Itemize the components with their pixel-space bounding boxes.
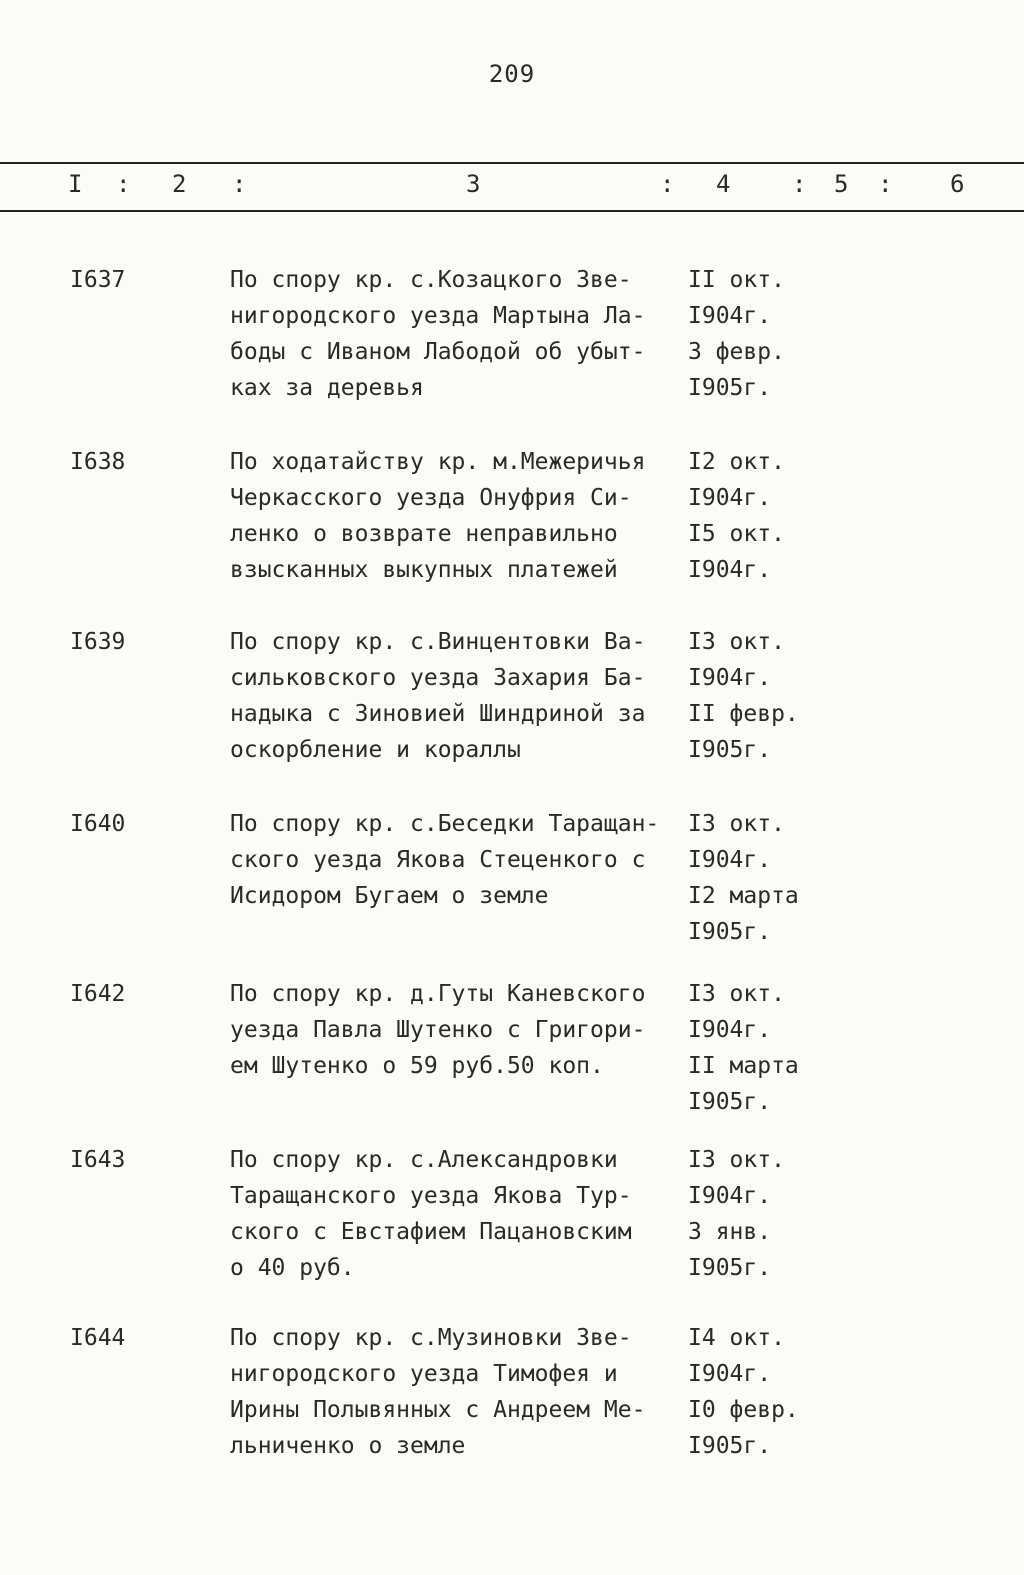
description-line: По спору кр. с.Беседки Таращан- bbox=[230, 811, 660, 837]
entry-number: I640 bbox=[70, 811, 126, 837]
date-line: I904г. bbox=[688, 1017, 772, 1043]
description-line: ленко о возврате неправильно bbox=[230, 521, 618, 547]
date-line: 3 февр. bbox=[688, 339, 785, 365]
description-line: оскорбление и кораллы bbox=[230, 737, 521, 763]
description-line: По спору кр. с.Музиновки Зве- bbox=[230, 1325, 632, 1351]
description-line: взысканных выкупных платежей bbox=[230, 557, 618, 583]
entry-number: I644 bbox=[70, 1325, 126, 1351]
page-number: 209 bbox=[488, 60, 536, 88]
description-line: Ирины Полывянных с Андреем Ме- bbox=[230, 1397, 646, 1423]
date-line: I905г. bbox=[688, 1255, 772, 1281]
column-separator: : bbox=[232, 170, 247, 198]
date-line: I905г. bbox=[688, 737, 772, 763]
date-line: I905г. bbox=[688, 1433, 772, 1459]
date-line: I904г. bbox=[688, 847, 772, 873]
description-line: Исидором Бугаем о земле bbox=[230, 883, 549, 909]
date-line: II февр. bbox=[688, 701, 799, 727]
entry-description bbox=[230, 262, 680, 406]
entry-dates bbox=[688, 624, 838, 768]
date-line: I904г. bbox=[688, 1183, 772, 1209]
date-line: I5 окт. bbox=[688, 521, 785, 547]
column-separator: : bbox=[792, 170, 807, 198]
date-line: I904г. bbox=[688, 665, 772, 691]
description-line: ем Шутенко о 59 руб.50 коп. bbox=[230, 1053, 604, 1079]
entry-description bbox=[230, 444, 680, 588]
date-line: II марта bbox=[688, 1053, 799, 1079]
column-header-3: 3 bbox=[466, 170, 481, 198]
date-line: I904г. bbox=[688, 1361, 772, 1387]
date-line: I3 окт. bbox=[688, 811, 785, 837]
entry-dates bbox=[688, 262, 838, 406]
column-header-row bbox=[0, 170, 1024, 202]
description-line: По спору кр. с.Александровки bbox=[230, 1147, 618, 1173]
date-line: I905г. bbox=[688, 919, 772, 945]
header-bottom-rule bbox=[0, 210, 1024, 212]
description-line: ского с Евстафием Пацановским bbox=[230, 1219, 632, 1245]
description-line: надыка с Зиновией Шиндриной за bbox=[230, 701, 646, 727]
date-line: I3 окт. bbox=[688, 629, 785, 655]
description-line: По спору кр. с.Козацкого Зве- bbox=[230, 267, 632, 293]
entry-description bbox=[230, 1142, 680, 1286]
column-header-4: 4 bbox=[716, 170, 731, 198]
description-line: ках за деревья bbox=[230, 375, 424, 401]
description-line: Таращанского уезда Якова Тур- bbox=[230, 1183, 632, 1209]
date-line: I905г. bbox=[688, 1089, 772, 1115]
description-line: По спору кр. д.Гуты Каневского bbox=[230, 981, 646, 1007]
entry-description bbox=[230, 1320, 680, 1464]
entry-dates bbox=[688, 444, 838, 588]
date-line: I4 окт. bbox=[688, 1325, 785, 1351]
header-top-rule bbox=[0, 162, 1024, 164]
date-line: I0 февр. bbox=[688, 1397, 799, 1423]
description-line: уезда Павла Шутенко с Григори- bbox=[230, 1017, 646, 1043]
date-line: I3 окт. bbox=[688, 1147, 785, 1173]
entry-description bbox=[230, 976, 680, 1084]
entry-number: I639 bbox=[70, 629, 126, 655]
date-line: I905г. bbox=[688, 375, 772, 401]
date-line: 3 янв. bbox=[688, 1219, 772, 1245]
description-line: о 40 руб. bbox=[230, 1255, 355, 1281]
column-header-2: 2 bbox=[172, 170, 187, 198]
entry-number: I643 bbox=[70, 1147, 126, 1173]
column-header-1: I bbox=[68, 170, 83, 198]
description-line: ского уезда Якова Стеценкого с bbox=[230, 847, 646, 873]
entry-description bbox=[230, 624, 680, 768]
date-line: I904г. bbox=[688, 303, 772, 329]
description-line: нигородского уезда Мартына Ла- bbox=[230, 303, 646, 329]
entry-dates bbox=[688, 806, 838, 950]
entry-number: I637 bbox=[70, 267, 126, 293]
column-separator: : bbox=[660, 170, 675, 198]
description-line: боды с Иваном Лабодой об убыт- bbox=[230, 339, 646, 365]
date-line: I3 окт. bbox=[688, 981, 785, 1007]
description-line: По ходатайству кр. м.Межеричья bbox=[230, 449, 646, 475]
description-line: льниченко о земле bbox=[230, 1433, 466, 1459]
description-line: Черкасского уезда Онуфрия Си- bbox=[230, 485, 632, 511]
column-header-5: 5 bbox=[834, 170, 849, 198]
column-separator: : bbox=[878, 170, 893, 198]
date-line: I904г. bbox=[688, 485, 772, 511]
entry-number: I638 bbox=[70, 449, 126, 475]
description-line: По спору кр. с.Винцентовки Ва- bbox=[230, 629, 646, 655]
entry-dates bbox=[688, 1320, 838, 1464]
entry-number: I642 bbox=[70, 981, 126, 1007]
entry-dates bbox=[688, 976, 838, 1120]
description-line: сильковского уезда Захария Ба- bbox=[230, 665, 646, 691]
column-header-6: 6 bbox=[950, 170, 965, 198]
description-line: нигородского уезда Тимофея и bbox=[230, 1361, 618, 1387]
date-line: I2 окт. bbox=[688, 449, 785, 475]
column-separator: : bbox=[116, 170, 131, 198]
entry-description bbox=[230, 806, 680, 914]
entry-dates bbox=[688, 1142, 838, 1286]
date-line: I904г. bbox=[688, 557, 772, 583]
date-line: II окт. bbox=[688, 267, 785, 293]
date-line: I2 марта bbox=[688, 883, 799, 909]
